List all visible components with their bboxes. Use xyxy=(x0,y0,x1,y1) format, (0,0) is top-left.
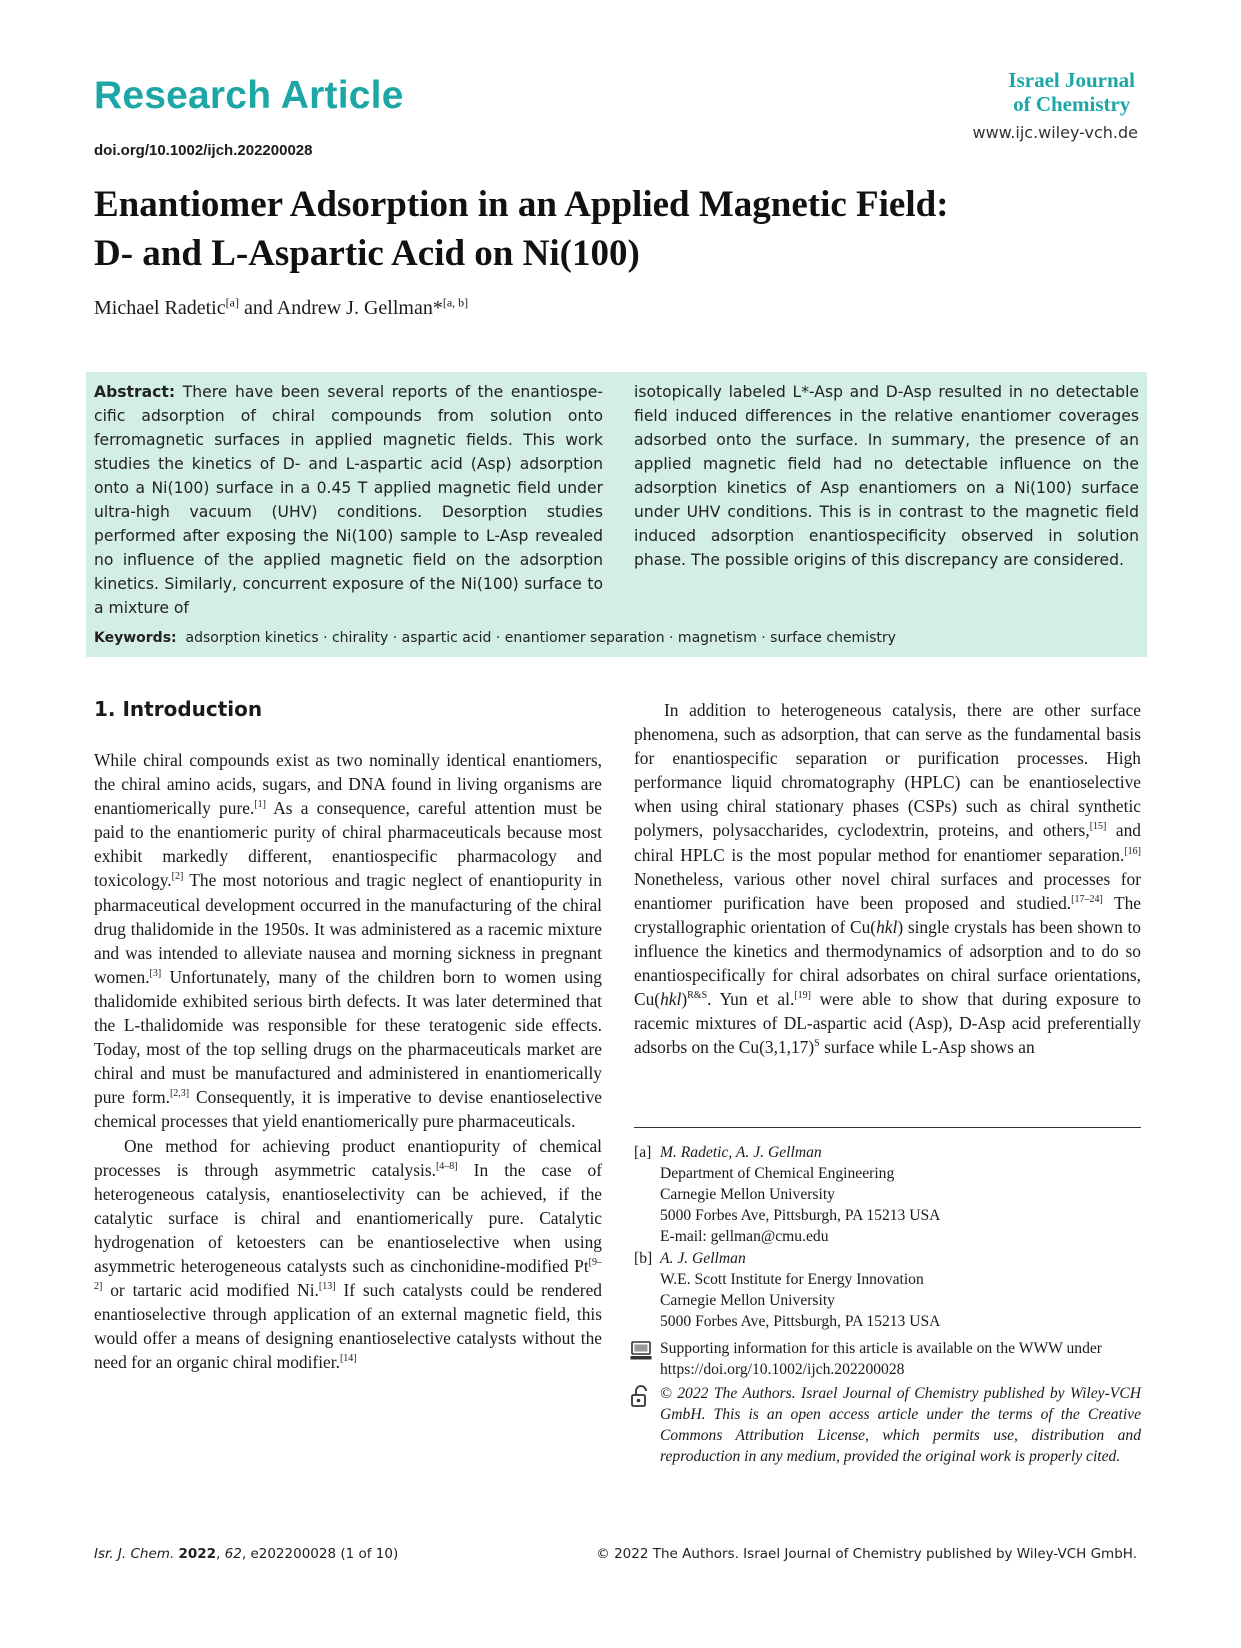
journal-logo xyxy=(1008,68,1135,116)
citation-ref[interactable]: [3] xyxy=(149,968,162,980)
body-column-left xyxy=(94,748,602,1374)
keywords xyxy=(94,630,896,646)
footer-year: 2022 xyxy=(178,1546,217,1562)
citation-ref[interactable]: [15] xyxy=(1089,821,1107,833)
abstract-text: isotopically labeled L*-Asp and D-Asp resulted in no detectable field induced differences in the relative enantiomer coverages adsorbed onto the surface. In summary, the presence of an applied magnetic field had no detectable influence on the adsorption kinetics of Asp enantiomers on a Ni(100) surface under UHV conditions. This is in contrast to the magnetic field induced adsorption enantiospecificity observed in solution phase. The possible origins of this discrepancy are considered. xyxy=(634,383,1139,569)
abstract-box xyxy=(86,372,1147,657)
text-run: While chiral compounds exist as two nominally identical enantiomers, the chiral amino acids, sugars, and DNA found in living organisms are enantiomerically pure. xyxy=(94,750,602,819)
text-run: surface while L-Asp shows an xyxy=(819,1037,1035,1058)
paragraph xyxy=(634,698,1141,1059)
keywords-list: adsorption kinetics · chirality · aspartic acid · enantiomer separation · magnetism · surface chemistry xyxy=(185,630,896,646)
text-run: and chiral HPLC is the most popular method for enantiomer separation. xyxy=(634,820,1141,865)
footer-article-id: e202200028 (1 of 10) xyxy=(250,1546,399,1562)
affiliation-names: M. Radetic, A. J. Gellman xyxy=(660,1144,822,1161)
citation-ref[interactable]: [19] xyxy=(794,990,811,1002)
affiliation-label: [b] xyxy=(634,1250,653,1267)
text-run: If such catalysts could be rendered enantioselective through application of an external magnetic field, this would offer a means of designing enantioselective catalysts without the need for an organic chiral modifier. xyxy=(94,1280,603,1373)
body-column-right xyxy=(634,698,1141,1059)
text-run: The crystallographic orientation of Cu( xyxy=(634,892,1141,937)
open-access-icon xyxy=(630,1384,652,1408)
affiliation-line: W.E. Scott Institute for Energy Innovation xyxy=(660,1271,924,1288)
author-name: Andrew J. Gellman* xyxy=(276,297,443,319)
citation-ref[interactable]: [16] xyxy=(1124,845,1141,857)
citation-ref[interactable]: [13] xyxy=(318,1281,336,1293)
email-link[interactable]: E-mail: gellman@cmu.edu xyxy=(660,1228,829,1245)
affiliation-label: [a] xyxy=(634,1144,652,1161)
article-type-label: Research Article xyxy=(94,74,404,117)
title-line2: D- and L-Aspartic Acid on Ni(100) xyxy=(94,233,640,274)
abstract-text: There have been several reports of the enantiospecific adsorption of chiral compounds from solution onto ferromagnetic surfaces in applied magnetic fields. This work studies the kinetics of D- and L-aspartic acid (Asp) adsorption onto a Ni(100) surface in a 0.45 T applied magnetic field under ultra-high vacuum (UHV) conditions. Desorption studies performed after exposing the Ni(100) sample to L-Asp revealed no influence of the applied magnetic field on the adsorption kinetics. Similarly, concurrent exposure of the Ni(100) surface to a mixture of xyxy=(94,383,603,617)
abstract-label: Abstract: xyxy=(94,383,176,401)
abstract-column-right xyxy=(634,380,1139,572)
affiliation-lines xyxy=(660,1248,940,1332)
affiliation-line: Carnegie Mellon University xyxy=(660,1292,835,1309)
chirality-label: S xyxy=(814,1038,820,1050)
affiliation-line: 5000 Forbes Ave, Pittsburgh, PA 15213 USA xyxy=(660,1313,941,1330)
miller-index: hkl xyxy=(660,989,682,1010)
author-name: Michael Radetic xyxy=(94,297,226,319)
text-run: One method for achieving product enantiopurity of chemical processes is through asymmetric catalysis. xyxy=(94,1135,602,1180)
license-statement: © 2022 The Authors. Israel Journal of Chemistry published by Wiley-VCH GmbH. This is an open access article under the terms of the Creative Commons Attribution License, which permits use, distribution and reproduction in any medium, provided the original work is properly cited. xyxy=(660,1385,1141,1465)
paragraph xyxy=(94,1134,602,1375)
divider xyxy=(634,1127,1141,1128)
citation-ref[interactable]: [14] xyxy=(339,1353,357,1365)
author-affiliation-ref: [a] xyxy=(225,295,239,310)
text-run: Consequently, it is imperative to devise enantioselective chemical processes that yield enantiomerically pure pharmaceuticals. xyxy=(94,1087,602,1132)
text-run: As a consequence, careful attention must be paid to the enantiomeric purity of chiral pharmaceuticals because most exhibit markedly different, enantiospecific pharmacology and toxicology. xyxy=(94,798,603,891)
abstract-column-left xyxy=(94,380,603,620)
citation-ref[interactable]: [4–8] xyxy=(435,1160,458,1172)
text-run: were able to show that during exposure to racemic mixtures of DL-aspartic acid (Asp), D-Asp acid preferentially adsorbs on the Cu(3,1,17) xyxy=(634,989,1141,1058)
affiliation-line: Department of Chemical Engineering xyxy=(660,1165,895,1182)
citation-ref[interactable]: [1] xyxy=(254,799,266,811)
author-list xyxy=(94,297,468,320)
doi-link[interactable]: doi.org/10.1002/ijch.202200028 xyxy=(94,142,313,159)
citation-ref[interactable]: [2,3] xyxy=(169,1088,190,1100)
chirality-label: R&S xyxy=(687,990,708,1002)
author-affiliation-ref: [a, b] xyxy=(442,295,469,310)
author-conjunction: and xyxy=(243,297,273,319)
affiliation-b xyxy=(634,1248,1141,1338)
footer-volume: 62 xyxy=(224,1546,242,1562)
journal-url[interactable]: www.ijc.wiley-vch.de xyxy=(972,123,1138,142)
text-run: ) single crystals has been shown to influence the kinetics and thermodynamics of adsorption and to do so enantiospecifically for chiral adsorbates on chiral surface orientations, Cu( xyxy=(634,916,1141,1010)
text-run: Unfortunately, many of the children born to women using thalidomide exhibited serious birth defects. It was later determined that the L-thalidomide was responsible for these teratogenic side effects. Today, most of the top selling drugs on the pharmaceuticals market are chiral and must be manufactured and administered in enantiomerically pure form. xyxy=(94,966,602,1108)
text-run: In addition to heterogeneous catalysis, there are other surface phenomena, such as adsorption, that can serve as the fundamental basis for enantiospecific separation or purification processes. High performance liquid chromatography (HPLC) can be enantioselective when using chiral stationary phases (CSPs) such as chiral synthetic polymers, polysaccharides, cyclodextrin, proteins, and others, xyxy=(634,700,1141,841)
page-title xyxy=(94,180,1154,278)
section-heading: 1. Introduction xyxy=(94,697,263,721)
text-run: In the case of heterogeneous catalysis, enantioselectivity can be achieved, if the catalytic surface is chiral and enantiomerically pure. Catalytic hydrogenation of ketoesters can be enantioselective when using asymmetric heterogeneous catalysts such as cinchonidine-modified Pt xyxy=(94,1159,602,1276)
journal-name-line2: of Chemistry xyxy=(1013,92,1131,116)
keywords-label: Keywords: xyxy=(94,630,177,646)
text-run: . Yun et al. xyxy=(707,989,795,1010)
supporting-information: Supporting information for this article is available on the WWW under https://doi.org/10.1002/ijch.202200028 xyxy=(660,1340,1103,1378)
footer-journal-abbr: Isr. J. Chem. xyxy=(94,1546,175,1562)
footer-citation: Isr. J. Chem. 2022, 62, e202200028 (1 of 10) xyxy=(94,1546,399,1562)
paragraph xyxy=(94,748,602,1134)
computer-icon xyxy=(630,1341,652,1361)
title-line1: Enantiomer Adsorption in an Applied Magnetic Field: xyxy=(94,184,949,225)
journal-name-line1: Israel Journal xyxy=(1008,68,1135,92)
citation-ref[interactable]: [9–2] xyxy=(94,1257,602,1293)
citation-ref[interactable]: [17–24] xyxy=(1071,893,1103,905)
text-run: The most notorious and tragic neglect of enantiopurity in pharmaceutical development occurred in the manufacturing of the chiral drug thalidomide in the 1950s. It was administered as a racemic mixture and was intended to alleviate nausea and morning sickness in pregnant women. xyxy=(94,870,602,987)
miller-index: hkl xyxy=(876,916,898,937)
citation-ref[interactable]: [2] xyxy=(171,871,184,883)
affiliation-lines xyxy=(660,1142,940,1247)
footer-copyright: © 2022 The Authors. Israel Journal of Chemistry published by Wiley-VCH GmbH. xyxy=(596,1546,1137,1562)
affiliation-line: Carnegie Mellon University xyxy=(660,1186,835,1203)
text-run: or tartaric acid modified Ni. xyxy=(102,1280,319,1301)
affiliation-names: A. J. Gellman xyxy=(660,1250,746,1267)
affiliation-line: 5000 Forbes Ave, Pittsburgh, PA 15213 USA xyxy=(660,1207,941,1224)
text-run: ) xyxy=(681,989,688,1010)
text-run: Nonetheless, various other novel chiral surfaces and processes for enantiomer purification have been proposed and studied. xyxy=(634,868,1141,913)
